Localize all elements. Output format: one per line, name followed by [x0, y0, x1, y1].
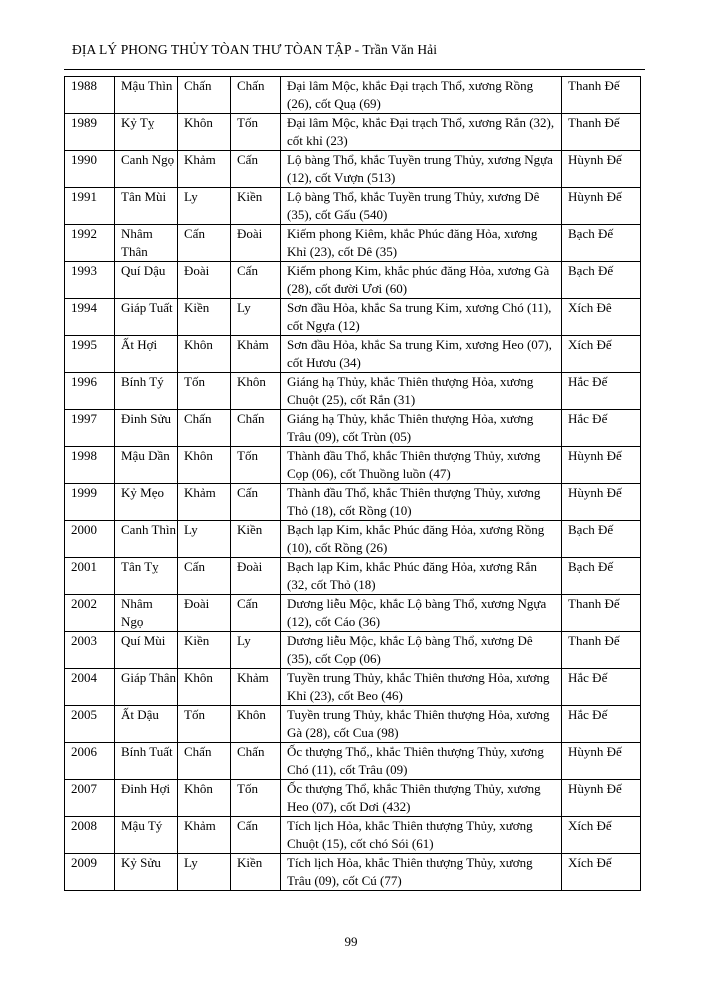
- cell-name-text: Kỷ Mẹo: [121, 485, 164, 500]
- cell-trigram-2-text: Ly: [237, 300, 251, 315]
- table-row: [65, 151, 641, 188]
- cell-name-text: Đinh Sửu: [121, 411, 172, 426]
- cell-name-text: Tân Mùi: [121, 189, 167, 204]
- cell-emperor: [562, 336, 641, 373]
- cell-year: [65, 484, 115, 521]
- cell-name: [115, 484, 178, 521]
- cell-description: [281, 151, 562, 188]
- cell-name: [115, 114, 178, 151]
- cell-description-text: Dương liễu Mộc, khắc Lộ bàng Thổ, xương Dê (35), cốt Cọp (06): [287, 633, 533, 666]
- cell-description: [281, 595, 562, 632]
- cell-emperor-text: Bạch Đế: [568, 522, 614, 537]
- cell-trigram-1: [178, 706, 231, 743]
- cell-trigram-2-text: Cấn: [237, 263, 258, 278]
- cell-description: [281, 262, 562, 299]
- table-row: [65, 854, 641, 891]
- cell-trigram-1: [178, 336, 231, 373]
- cell-name-text: Ất Dậu: [121, 707, 159, 722]
- cell-year: [65, 558, 115, 595]
- cell-year: [65, 373, 115, 410]
- cell-trigram-1-text: Khôn: [184, 337, 213, 352]
- cell-year: [65, 77, 115, 114]
- cell-trigram-2-text: Khôn: [237, 707, 266, 722]
- cell-trigram-1: [178, 484, 231, 521]
- cell-name: [115, 669, 178, 706]
- cell-year: [65, 595, 115, 632]
- cell-emperor-text: Hùynh Đế: [568, 448, 622, 463]
- cell-trigram-2-text: Tốn: [237, 448, 258, 463]
- cell-year: [65, 299, 115, 336]
- cell-description-text: Dương liễu Mộc, khắc Lộ bàng Thổ, xương Ngựa (12), cốt Cáo (36): [287, 596, 547, 629]
- cell-description: [281, 114, 562, 151]
- cell-name-text: Canh Ngọ: [121, 152, 175, 167]
- cell-trigram-1-text: Đoài: [184, 263, 210, 278]
- cell-year-text: 1994: [71, 300, 97, 315]
- cell-description-text: Kiếm phong Kiêm, khắc Phúc đăng Hỏa, xương Khỉ (23), cốt Dê (35): [287, 226, 538, 259]
- cell-description: [281, 299, 562, 336]
- cell-year: [65, 114, 115, 151]
- cell-trigram-1: [178, 780, 231, 817]
- cell-year-text: 1989: [71, 115, 97, 130]
- cell-description: [281, 817, 562, 854]
- cell-trigram-1: [178, 77, 231, 114]
- cell-emperor: [562, 299, 641, 336]
- cell-name: [115, 595, 178, 632]
- cell-emperor-text: Hùynh Đế: [568, 485, 622, 500]
- cell-description-text: Tích lịch Hỏa, khắc Thiên thượng Thủy, xương Trâu (09), cốt Cú (77): [287, 855, 533, 888]
- cell-description: [281, 706, 562, 743]
- cell-emperor: [562, 151, 641, 188]
- cell-trigram-1-text: Khảm: [184, 485, 216, 500]
- cell-trigram-2: [231, 77, 281, 114]
- cell-emperor: [562, 780, 641, 817]
- cell-emperor-text: Xích Đế: [568, 337, 612, 352]
- cell-description-text: Ốc thượng Thổ, khắc Thiên thượng Thủy, xương Heo (07), cốt Dơi (432): [287, 781, 541, 814]
- cell-emperor-text: Thanh Đế: [568, 78, 620, 93]
- cell-name: [115, 854, 178, 891]
- cell-trigram-2-text: Cấn: [237, 152, 258, 167]
- cell-emperor: [562, 114, 641, 151]
- cell-trigram-2-text: Kiền: [237, 855, 263, 870]
- cell-trigram-2: [231, 151, 281, 188]
- cell-trigram-1: [178, 632, 231, 669]
- cell-name-text: Đinh Hợi: [121, 781, 171, 796]
- cell-name-text: Mậu Thìn: [121, 78, 173, 93]
- cell-name-text: Mậu Tý: [121, 818, 163, 833]
- cell-emperor-text: Hắc Đế: [568, 374, 608, 389]
- cell-trigram-2-text: Cấn: [237, 596, 258, 611]
- table-row: [65, 743, 641, 780]
- cell-emperor-text: Thanh Đế: [568, 633, 620, 648]
- cell-year: [65, 262, 115, 299]
- cell-emperor-text: Xích Đê: [568, 300, 612, 315]
- cell-description: [281, 521, 562, 558]
- cell-emperor-text: Hùynh Đế: [568, 781, 622, 796]
- cell-year-text: 2004: [71, 670, 97, 685]
- cell-trigram-2-text: Kiền: [237, 189, 263, 204]
- cell-name: [115, 336, 178, 373]
- cell-emperor: [562, 373, 641, 410]
- cell-trigram-2-text: Chấn: [237, 744, 265, 759]
- cell-trigram-1: [178, 262, 231, 299]
- cell-trigram-1-text: Chấn: [184, 744, 212, 759]
- table-row: [65, 484, 641, 521]
- cell-name: [115, 188, 178, 225]
- cell-description: [281, 188, 562, 225]
- cell-trigram-2: [231, 521, 281, 558]
- cell-description: [281, 854, 562, 891]
- cell-name-text: Kỷ Sửu: [121, 855, 161, 870]
- cell-name-text: Mậu Dần: [121, 448, 170, 463]
- cell-description-text: Tích lịch Hỏa, khắc Thiên thượng Thủy, xương Chuột (15), cốt chó Sói (61): [287, 818, 533, 851]
- cell-trigram-1: [178, 817, 231, 854]
- cell-trigram-2-text: Khảm: [237, 670, 269, 685]
- cell-description-text: Bạch lạp Kim, khắc Phúc đăng Hỏa, xương Rồng (10), cốt Rồng (26): [287, 522, 545, 555]
- cell-name-text: Bính Tý: [121, 374, 164, 389]
- cell-description-text: Kiếm phong Kim, khắc phúc đăng Hỏa, xương Gà (28), cốt đười Ươi (60): [287, 263, 550, 296]
- table-row: [65, 77, 641, 114]
- cell-name-text: Bính Tuất: [121, 744, 173, 759]
- cell-trigram-2-text: Tốn: [237, 781, 258, 796]
- cell-trigram-1-text: Khôn: [184, 781, 213, 796]
- cell-trigram-2: [231, 558, 281, 595]
- cell-trigram-2: [231, 188, 281, 225]
- cell-name-text: Quí Mùi: [121, 633, 166, 648]
- cell-year-text: 1997: [71, 411, 97, 426]
- cell-trigram-2: [231, 410, 281, 447]
- cell-name-text: Quí Dậu: [121, 263, 166, 278]
- cell-trigram-2-text: Chấn: [237, 78, 265, 93]
- table-row: [65, 114, 641, 151]
- cell-trigram-2: [231, 706, 281, 743]
- cell-description: [281, 780, 562, 817]
- cell-trigram-1-text: Ly: [184, 189, 198, 204]
- cell-description-text: Thành đầu Thổ, khắc Thiên thượng Thủy, xương Cọp (06), cốt Thuồng luồn (47): [287, 448, 541, 481]
- cell-emperor-text: Bạch Đế: [568, 559, 614, 574]
- cell-year: [65, 151, 115, 188]
- cell-year: [65, 669, 115, 706]
- cell-description: [281, 743, 562, 780]
- cell-emperor-text: Hùynh Đế: [568, 744, 622, 759]
- table-row: [65, 521, 641, 558]
- cell-trigram-2: [231, 780, 281, 817]
- cell-name-text: Nhâm Thân: [121, 226, 153, 259]
- cell-emperor: [562, 817, 641, 854]
- cell-trigram-1-text: Chấn: [184, 411, 212, 426]
- cell-trigram-1-text: Chấn: [184, 78, 212, 93]
- cell-emperor: [562, 484, 641, 521]
- cell-name-text: Ất Hợi: [121, 337, 158, 352]
- cell-emperor: [562, 225, 641, 262]
- cell-emperor-text: Bạch Đế: [568, 226, 614, 241]
- cell-year: [65, 225, 115, 262]
- table-row: [65, 262, 641, 299]
- cell-year: [65, 854, 115, 891]
- cell-name: [115, 225, 178, 262]
- table-row: [65, 817, 641, 854]
- table-row: [65, 558, 641, 595]
- table-row: [65, 706, 641, 743]
- cell-year-text: 2005: [71, 707, 97, 722]
- almanac-table: [64, 76, 641, 891]
- cell-name: [115, 262, 178, 299]
- cell-description-text: Lộ bàng Thổ, khắc Tuyền trung Thủy, xương Ngựa (12), cốt Vượn (513): [287, 152, 553, 185]
- cell-trigram-1: [178, 447, 231, 484]
- cell-emperor-text: Hắc Đế: [568, 707, 608, 722]
- cell-description-text: Sơn đầu Hỏa, khắc Sa trung Kim, xương Chó (11), cốt Ngựa (12): [287, 300, 552, 333]
- cell-trigram-2: [231, 225, 281, 262]
- cell-year-text: 2006: [71, 744, 97, 759]
- cell-year: [65, 817, 115, 854]
- table-row: [65, 595, 641, 632]
- cell-trigram-1-text: Tốn: [184, 374, 205, 389]
- cell-name: [115, 151, 178, 188]
- cell-description: [281, 225, 562, 262]
- cell-trigram-1-text: Khảm: [184, 818, 216, 833]
- cell-trigram-2-text: Cấn: [237, 485, 258, 500]
- cell-trigram-2: [231, 484, 281, 521]
- cell-trigram-1-text: Khôn: [184, 448, 213, 463]
- cell-trigram-2: [231, 595, 281, 632]
- page-number: 99: [344, 934, 358, 949]
- cell-name: [115, 632, 178, 669]
- cell-year-text: 2003: [71, 633, 97, 648]
- cell-description-text: Giáng hạ Thủy, khắc Thiên thượng Hỏa, xương Chuột (25), cốt Rắn (31): [287, 374, 534, 407]
- cell-emperor-text: Xích Đế: [568, 818, 612, 833]
- cell-trigram-1: [178, 373, 231, 410]
- cell-emperor-text: Hắc Đế: [568, 411, 608, 426]
- cell-name-text: Kỷ Tỵ: [121, 115, 155, 130]
- cell-emperor-text: Bạch Đế: [568, 263, 614, 278]
- cell-description: [281, 373, 562, 410]
- cell-name-text: Giáp Thân: [121, 670, 176, 685]
- cell-trigram-1: [178, 225, 231, 262]
- cell-trigram-1-text: Cấn: [184, 559, 205, 574]
- cell-trigram-2-text: Đoài: [237, 226, 263, 241]
- cell-trigram-1-text: Ly: [184, 522, 198, 537]
- cell-name-text: Tân Tỵ: [121, 559, 159, 574]
- cell-trigram-2: [231, 373, 281, 410]
- cell-description-text: Giáng hạ Thủy, khắc Thiên thượng Hỏa, xương Trâu (09), cốt Trùn (05): [287, 411, 534, 444]
- cell-trigram-1: [178, 188, 231, 225]
- table-row: [65, 225, 641, 262]
- cell-emperor-text: Hùynh Đế: [568, 189, 622, 204]
- cell-name-text: Canh Thìn: [121, 522, 177, 537]
- cell-description: [281, 632, 562, 669]
- cell-description: [281, 669, 562, 706]
- almanac-table-body: [65, 77, 641, 891]
- cell-year: [65, 410, 115, 447]
- cell-trigram-1-text: Khảm: [184, 152, 216, 167]
- cell-trigram-1-text: Khôn: [184, 115, 213, 130]
- cell-year-text: 1996: [71, 374, 97, 389]
- cell-year-text: 1993: [71, 263, 97, 278]
- cell-emperor: [562, 262, 641, 299]
- cell-emperor: [562, 854, 641, 891]
- cell-emperor-text: Hắc Đế: [568, 670, 608, 685]
- cell-year-text: 1988: [71, 78, 97, 93]
- cell-emperor: [562, 77, 641, 114]
- cell-year-text: 1998: [71, 448, 97, 463]
- cell-emperor-text: Thanh Đế: [568, 115, 620, 130]
- cell-name: [115, 817, 178, 854]
- cell-description-text: Tuyền trung Thủy, khắc Thiên thương Hỏa, xương Khỉ (23), cốt Beo (46): [287, 670, 550, 703]
- table-row: [65, 336, 641, 373]
- cell-trigram-1: [178, 743, 231, 780]
- cell-year-text: 2001: [71, 559, 97, 574]
- cell-name: [115, 706, 178, 743]
- cell-emperor: [562, 743, 641, 780]
- cell-emperor: [562, 669, 641, 706]
- cell-name: [115, 77, 178, 114]
- cell-description-text: Thành đầu Thổ, khắc Thiên thượng Thủy, xương Thỏ (18), cốt Rồng (10): [287, 485, 541, 518]
- cell-name: [115, 743, 178, 780]
- cell-trigram-1: [178, 410, 231, 447]
- cell-year: [65, 188, 115, 225]
- cell-year: [65, 521, 115, 558]
- table-row: [65, 299, 641, 336]
- cell-year: [65, 336, 115, 373]
- cell-trigram-1: [178, 521, 231, 558]
- cell-name: [115, 410, 178, 447]
- cell-trigram-2: [231, 299, 281, 336]
- cell-emperor: [562, 632, 641, 669]
- cell-trigram-1: [178, 854, 231, 891]
- cell-trigram-2: [231, 743, 281, 780]
- cell-year: [65, 632, 115, 669]
- cell-emperor: [562, 595, 641, 632]
- cell-trigram-2-text: Chấn: [237, 411, 265, 426]
- cell-description: [281, 484, 562, 521]
- cell-trigram-1-text: Đoài: [184, 596, 210, 611]
- cell-trigram-2-text: Khôn: [237, 374, 266, 389]
- cell-year: [65, 706, 115, 743]
- table-row: [65, 188, 641, 225]
- cell-year-text: 2007: [71, 781, 97, 796]
- cell-description-text: Bạch lạp Kim, khắc Phúc đăng Hỏa, xương Rắn (32, cốt Thỏ (18): [287, 559, 538, 592]
- cell-year-text: 1990: [71, 152, 97, 167]
- cell-trigram-2: [231, 114, 281, 151]
- cell-description-text: Sơn đầu Hỏa, khắc Sa trung Kim, xương Heo (07), cốt Hươu (34): [287, 337, 552, 370]
- cell-emperor-text: Thanh Đế: [568, 596, 620, 611]
- cell-description: [281, 77, 562, 114]
- cell-name-text: Nhâm Ngọ: [121, 596, 153, 629]
- table-row: [65, 632, 641, 669]
- page-header-title: ĐỊA LÝ PHONG THỦY TÒAN THƯ TÒAN TẬP - Trần Văn Hải: [72, 42, 438, 57]
- header-divider: [64, 69, 645, 70]
- cell-name: [115, 299, 178, 336]
- cell-trigram-1: [178, 114, 231, 151]
- cell-trigram-2-text: Khảm: [237, 337, 269, 352]
- cell-trigram-2: [231, 669, 281, 706]
- table-row: [65, 780, 641, 817]
- cell-year: [65, 447, 115, 484]
- cell-description-text: Đại lâm Mộc, khắc Đại trạch Thổ, xương Rắn (32), cốt khỉ (23): [287, 115, 555, 148]
- cell-trigram-1-text: Kiền: [184, 300, 210, 315]
- table-row: [65, 410, 641, 447]
- cell-trigram-2-text: Kiền: [237, 522, 263, 537]
- table-row: [65, 669, 641, 706]
- cell-trigram-1-text: Kiền: [184, 633, 210, 648]
- cell-year-text: 1999: [71, 485, 97, 500]
- cell-year: [65, 780, 115, 817]
- cell-trigram-2: [231, 262, 281, 299]
- cell-trigram-2: [231, 817, 281, 854]
- cell-name: [115, 373, 178, 410]
- cell-year-text: 1991: [71, 189, 97, 204]
- cell-year-text: 1995: [71, 337, 97, 352]
- cell-trigram-2-text: Tốn: [237, 115, 258, 130]
- cell-trigram-2: [231, 854, 281, 891]
- cell-description-text: Ốc thượng Thổ,, khắc Thiên thượng Thủy, xương Chó (11), cốt Trâu (09): [287, 744, 544, 777]
- cell-trigram-2-text: Đoài: [237, 559, 263, 574]
- cell-emperor: [562, 706, 641, 743]
- cell-year-text: 2000: [71, 522, 97, 537]
- cell-name: [115, 521, 178, 558]
- cell-emperor: [562, 447, 641, 484]
- cell-trigram-1: [178, 299, 231, 336]
- table-row: [65, 373, 641, 410]
- cell-trigram-1: [178, 669, 231, 706]
- cell-trigram-1-text: Cấn: [184, 226, 205, 241]
- cell-emperor: [562, 410, 641, 447]
- table-row: [65, 447, 641, 484]
- cell-trigram-2: [231, 336, 281, 373]
- cell-name: [115, 780, 178, 817]
- cell-trigram-1: [178, 151, 231, 188]
- cell-emperor: [562, 558, 641, 595]
- cell-emperor-text: Xích Đế: [568, 855, 612, 870]
- cell-description: [281, 336, 562, 373]
- cell-trigram-1: [178, 595, 231, 632]
- cell-year: [65, 743, 115, 780]
- cell-description-text: Đại lâm Mộc, khắc Đại trạch Thổ, xương Rồng (26), cốt Quạ (69): [287, 78, 534, 111]
- cell-year-text: 2002: [71, 596, 97, 611]
- cell-trigram-2-text: Ly: [237, 633, 251, 648]
- cell-emperor: [562, 188, 641, 225]
- cell-name: [115, 447, 178, 484]
- cell-emperor: [562, 521, 641, 558]
- cell-trigram-1-text: Ly: [184, 855, 198, 870]
- cell-year-text: 2009: [71, 855, 97, 870]
- cell-year-text: 1992: [71, 226, 97, 241]
- cell-trigram-2: [231, 632, 281, 669]
- cell-name-text: Giáp Tuất: [121, 300, 173, 315]
- cell-description: [281, 447, 562, 484]
- cell-trigram-1-text: Tốn: [184, 707, 205, 722]
- cell-year-text: 2008: [71, 818, 97, 833]
- cell-emperor-text: Hùynh Đế: [568, 152, 622, 167]
- cell-trigram-2-text: Cấn: [237, 818, 258, 833]
- cell-description-text: Lộ bàng Thổ, khắc Tuyền trung Thủy, xương Dê (35), cốt Gấu (540): [287, 189, 540, 222]
- cell-name: [115, 558, 178, 595]
- cell-trigram-2: [231, 447, 281, 484]
- cell-description-text: Tuyền trung Thủy, khắc Thiên thượng Hỏa, xương Gà (28), cốt Cua (98): [287, 707, 550, 740]
- cell-trigram-1: [178, 558, 231, 595]
- cell-description: [281, 410, 562, 447]
- cell-trigram-1-text: Khôn: [184, 670, 213, 685]
- cell-description: [281, 558, 562, 595]
